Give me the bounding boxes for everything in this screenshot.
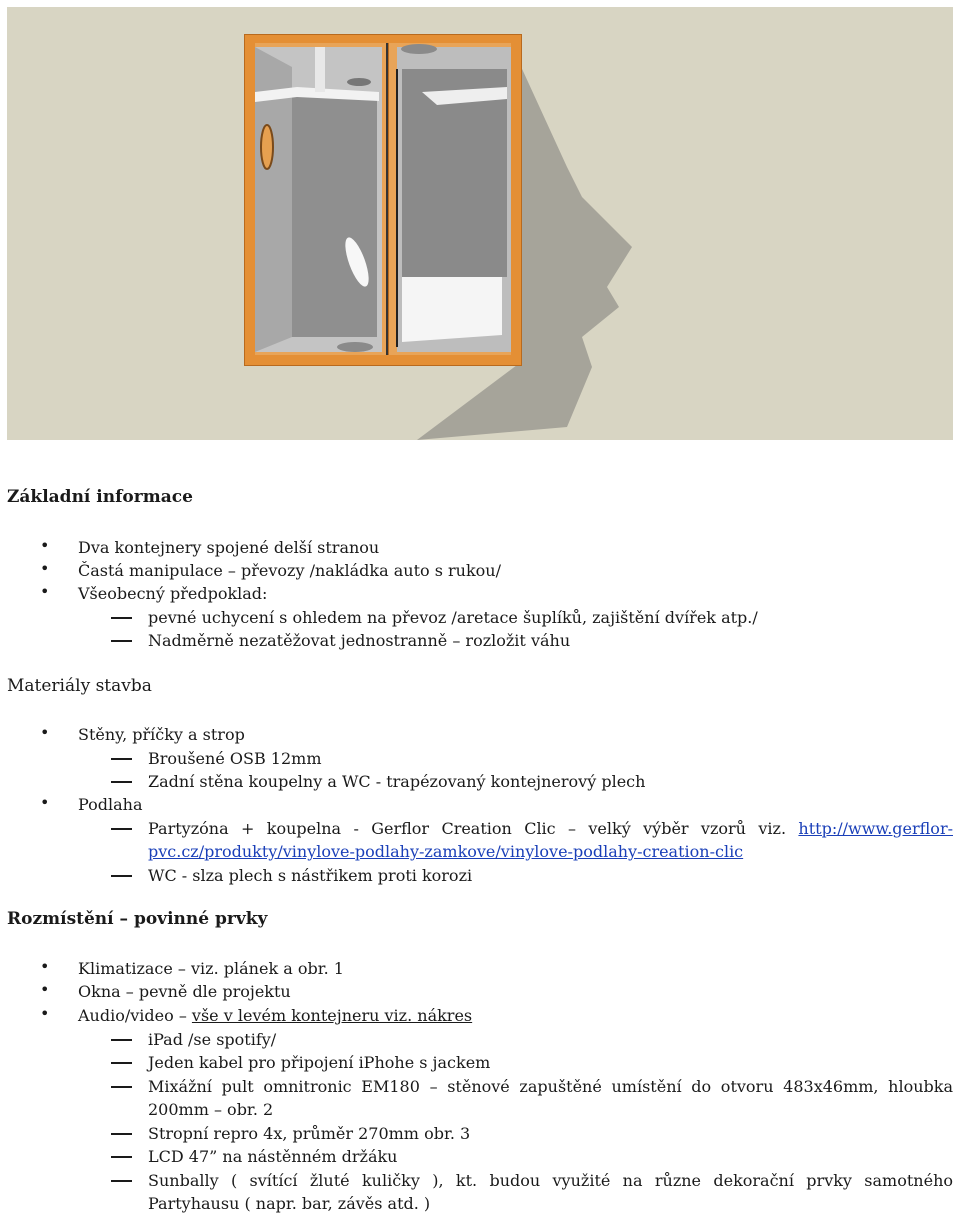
bullet: • [40, 957, 50, 976]
bullet: • [40, 1004, 50, 1023]
list-item: Častá manipulace – převozy /nakládka auto s rukou/ [78, 561, 501, 580]
list-subitem: iPad /se spotify/ [148, 1030, 277, 1049]
container-illustration [7, 7, 953, 440]
bullet: • [40, 980, 50, 999]
section-title-basic: Základní informace [7, 487, 193, 507]
list-item: Podlaha [78, 795, 143, 814]
bullet: • [40, 723, 50, 742]
bullet: • [40, 793, 50, 812]
list-subitem-cont: Partyhausu ( napr. bar, závěs atd. ) [148, 1194, 431, 1213]
dash-marker [111, 828, 132, 830]
section-title-materials: Materiály stavba [7, 676, 152, 696]
gerflor-link-part2[interactable]: pvc.cz/produkty/vinylove-podlahy-zamkove/vinylove-podlahy-creation-clic [148, 842, 744, 861]
bullet: • [40, 582, 50, 601]
list-subitem: Broušené OSB 12mm [148, 749, 322, 768]
gerflor-link-part1[interactable]: http://www.gerflor- [798, 819, 953, 838]
list-item: Všeobecný předpoklad: [78, 584, 268, 603]
dash-marker [111, 640, 132, 642]
list-subitem: Mixážní pult omnitronic EM180 – stěnové zapuštěné umístění do otvoru 483x46mm, hloubka [148, 1077, 953, 1096]
list-subitem-cont: 200mm – obr. 2 [148, 1100, 274, 1119]
list-item: Okna – pevně dle projektu [78, 982, 291, 1001]
list-subitem: Nadměrně nezatěžovat jednostranně – rozložit váhu [148, 631, 571, 650]
section-title-placement: Rozmístění – povinné prvky [7, 909, 268, 929]
list-subitem: Sunbally ( svítící žluté kuličky ), kt. budou využité na různe dekorační prvky samotného [148, 1171, 953, 1190]
list-item: Klimatizace – viz. plánek a obr. 1 [78, 959, 344, 978]
av-prefix: Audio/video – [78, 1006, 192, 1025]
bullet: • [40, 559, 50, 578]
dash-marker [111, 1156, 132, 1158]
list-subitem: pevné uchycení s ohledem na převoz /aretace šuplíků, zajištění dvířek atp./ [148, 608, 758, 627]
list-item-audio-video [78, 1004, 472, 1027]
dash-marker [111, 1180, 132, 1182]
dash-marker [111, 1086, 132, 1088]
floor-material-line [148, 817, 953, 840]
floor-link-line [148, 840, 743, 863]
bullet: • [40, 536, 50, 555]
list-subitem: LCD 47” na nástěnném držáku [148, 1147, 398, 1166]
dash-marker [111, 1062, 132, 1064]
list-subitem: WC - slza plech s nástřikem proti korozi [148, 866, 473, 885]
list-subitem: Zadní stěna koupelny a WC - trapézovaný kontejnerový plech [148, 772, 646, 791]
av-link[interactable]: vše v levém kontejneru viz. nákres [191, 1006, 473, 1025]
floor-text: Partyzóna + koupelna - Gerflor Creation Clic – velký výběr vzorů viz. [148, 819, 787, 838]
dash-marker [111, 1133, 132, 1135]
dash-marker [111, 781, 132, 783]
dash-marker [111, 875, 132, 877]
list-item: Dva kontejnery spojené delší stranou [78, 538, 380, 557]
list-subitem: Jeden kabel pro připojení iPhohe s jackem [148, 1053, 491, 1072]
dash-marker [111, 758, 132, 760]
list-item: Stěny, příčky a strop [78, 725, 245, 744]
list-subitem: Stropní repro 4x, průměr 270mm obr. 3 [148, 1124, 471, 1143]
dash-marker [111, 1039, 132, 1041]
dash-marker [111, 617, 132, 619]
